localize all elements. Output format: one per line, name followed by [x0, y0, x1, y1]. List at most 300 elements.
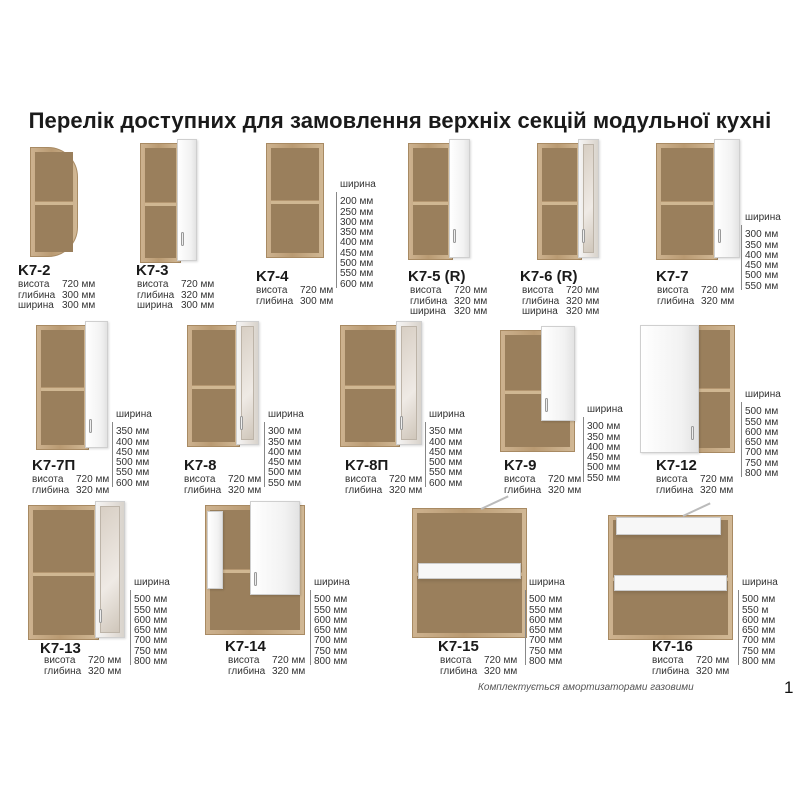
- cabinet-illustration: [36, 325, 106, 450]
- width-option: 500 мм: [340, 258, 374, 270]
- cabinet-code: K7-4: [256, 268, 289, 285]
- cabinet-illustration: [30, 147, 78, 257]
- width-option: 500 мм: [116, 457, 150, 469]
- spec-row: [652, 656, 729, 667]
- width-option: 550 мм: [429, 467, 463, 479]
- width-option: 300 мм: [587, 421, 621, 433]
- cabinet-body: [266, 143, 324, 258]
- cabinet-specs: [440, 656, 517, 677]
- cabinet-specs: [652, 656, 729, 677]
- width-option: 800 мм: [134, 656, 168, 668]
- cabinet-body: [28, 505, 99, 640]
- width-options: [112, 410, 152, 489]
- spec-label: висота: [256, 285, 288, 296]
- spec-value: 720 мм: [454, 285, 488, 296]
- spec-label: глибина: [256, 295, 294, 307]
- spec-row: [657, 297, 734, 308]
- width-option: 400 мм: [745, 249, 779, 261]
- spec-row: [256, 297, 333, 308]
- width-options: [336, 180, 376, 290]
- spec-label: висота: [656, 474, 688, 485]
- door-handle-icon: [453, 229, 456, 243]
- cabinet-code: K7-12: [656, 457, 697, 474]
- width-option: 800 мм: [745, 468, 779, 480]
- cabinet-interior: [661, 148, 713, 255]
- width-option: 400 мм: [116, 436, 150, 448]
- spec-value: 720 мм: [696, 655, 730, 666]
- cabinet-interior: [33, 510, 94, 635]
- spec-row: [137, 280, 214, 291]
- spec-label: ширина: [410, 306, 446, 318]
- width-option: 350 мм: [745, 239, 779, 251]
- cabinet-specs: [137, 280, 214, 312]
- width-option: 450 мм: [116, 446, 150, 458]
- width-option: 500 мм: [429, 457, 463, 469]
- width-option: 550 мм: [134, 604, 168, 616]
- width-option: 300 мм: [745, 229, 779, 241]
- width-option: 400 мм: [268, 446, 302, 458]
- cabinet-specs: [32, 475, 109, 496]
- cabinet-code: K7-6 (R): [520, 268, 578, 285]
- spec-label: висота: [137, 279, 169, 290]
- cabinet-specs: [184, 475, 261, 496]
- lift-up-door: [418, 563, 521, 579]
- width-option: 750 мм: [529, 645, 563, 657]
- spec-row: [440, 656, 517, 667]
- cabinet-specs: [504, 475, 581, 496]
- spec-value: 300 мм: [62, 300, 96, 312]
- cabinet-specs: [228, 656, 305, 677]
- cabinet-code: K7-14: [225, 638, 266, 655]
- cabinet-specs: [657, 286, 734, 307]
- spec-value: 320 мм: [454, 306, 488, 318]
- width-heading: ширина: [268, 409, 304, 420]
- width-options: [741, 390, 781, 479]
- width-option: 500 мм: [745, 270, 779, 282]
- cabinet-interior: [413, 148, 448, 255]
- width-heading: ширина: [340, 179, 376, 190]
- shelf: [542, 201, 577, 205]
- width-option: 450 мм: [340, 247, 374, 259]
- width-heading: ширина: [116, 409, 152, 420]
- cabinet-body: [656, 143, 718, 260]
- cabinet-body: [408, 143, 453, 260]
- width-option: 550 мм: [529, 604, 563, 616]
- spec-value: 320 мм: [548, 484, 582, 496]
- spec-value: 320 мм: [566, 295, 600, 307]
- width-options: [741, 213, 781, 292]
- width-option: 600 мм: [314, 614, 348, 626]
- width-heading: ширина: [587, 404, 623, 415]
- width-option: 450 мм: [268, 457, 302, 469]
- width-option: 600 мм: [340, 278, 374, 290]
- spec-value: 300 мм: [62, 289, 96, 301]
- width-option: 250 мм: [340, 206, 374, 218]
- cabinet-illustration: [656, 143, 738, 260]
- spec-label: висота: [44, 655, 76, 666]
- width-option: 550 мм: [314, 604, 348, 616]
- spec-row: [184, 475, 261, 486]
- spec-row: [504, 475, 581, 486]
- cabinet-door: [85, 321, 109, 448]
- spec-row: [410, 307, 487, 318]
- spec-label: ширина: [18, 300, 54, 312]
- width-options: [310, 578, 350, 667]
- page-title: Перелік доступних для замовлення верхніх секцій модульної кухні: [28, 108, 772, 133]
- width-option: 800 мм: [529, 656, 563, 668]
- spec-value: 320 мм: [272, 665, 306, 677]
- cabinet-interior: [542, 148, 577, 255]
- cabinet-body: [36, 325, 89, 450]
- width-heading: ширина: [745, 212, 781, 223]
- cabinet-door: [95, 501, 125, 638]
- width-option: 600 мм: [745, 426, 779, 438]
- width-option: 700 мм: [529, 635, 563, 647]
- spec-row: [345, 486, 422, 497]
- spec-label: висота: [184, 474, 216, 485]
- cabinet-door: [250, 501, 300, 595]
- spec-label: глибина: [440, 665, 478, 677]
- width-option: 350 мм: [340, 227, 374, 239]
- shelf: [33, 572, 94, 576]
- glass-pane: [241, 326, 255, 440]
- spec-value: 720 мм: [701, 285, 735, 296]
- width-option: 350 мм: [116, 426, 150, 438]
- spec-value: 320 мм: [228, 484, 262, 496]
- width-option: 550 мм: [745, 280, 779, 292]
- shelf: [145, 202, 176, 206]
- width-option: 300 мм: [340, 216, 374, 228]
- width-option: 400 мм: [429, 436, 463, 448]
- door-handle-icon: [400, 416, 403, 430]
- cabinet-specs: [410, 286, 487, 318]
- width-option: 550 мм: [268, 477, 302, 489]
- spec-row: [228, 656, 305, 667]
- cabinet-illustration: [140, 143, 195, 263]
- spec-value: 720 мм: [181, 279, 215, 290]
- width-heading: ширина: [134, 577, 170, 588]
- width-options: [264, 410, 304, 489]
- shelf: [41, 387, 84, 391]
- spec-label: глибина: [504, 484, 542, 496]
- spec-value: 320 мм: [700, 484, 734, 496]
- spec-value: 720 мм: [88, 655, 122, 666]
- spec-label: ширина: [522, 306, 558, 318]
- cabinet-illustration: [205, 505, 305, 635]
- cabinet-specs: [256, 286, 333, 307]
- width-option: 800 мм: [742, 656, 776, 668]
- width-option: 750 мм: [314, 645, 348, 657]
- width-option: 650 мм: [745, 437, 779, 449]
- spec-value: 300 мм: [181, 300, 215, 312]
- spec-label: глибина: [656, 484, 694, 496]
- cabinet-illustration: [408, 143, 468, 260]
- spec-row: [256, 286, 333, 297]
- spec-row: [18, 301, 95, 312]
- spec-label: глибина: [657, 295, 695, 307]
- width-option: 500 мм: [587, 462, 621, 474]
- spec-value: 320 мм: [389, 484, 423, 496]
- spec-label: глибина: [228, 665, 266, 677]
- width-option: 550 мм: [587, 472, 621, 484]
- cabinet-illustration: [537, 143, 597, 260]
- spec-value: 320 мм: [76, 484, 110, 496]
- spec-row: [657, 286, 734, 297]
- cabinet-interior: [192, 330, 235, 442]
- spec-label: висота: [345, 474, 377, 485]
- width-option: 750 мм: [745, 457, 779, 469]
- cabinet-code: K7-15: [438, 638, 479, 655]
- spec-row: [504, 486, 581, 497]
- cabinet-interior: [41, 330, 84, 445]
- cabinet-door: [449, 139, 470, 258]
- width-option: 300 мм: [268, 426, 302, 438]
- cabinet-interior: [271, 148, 319, 253]
- width-options: [583, 405, 623, 484]
- spec-value: 720 мм: [700, 474, 734, 485]
- cabinet-code: K7-8: [184, 457, 217, 474]
- lift-up-door: [616, 517, 721, 535]
- width-options: [738, 578, 778, 667]
- glass-pane: [401, 326, 417, 440]
- spec-row: [184, 486, 261, 497]
- spec-value: 320 мм: [88, 665, 122, 677]
- shelf: [192, 385, 235, 389]
- door-handle-icon: [691, 426, 694, 440]
- width-option: 450 мм: [429, 446, 463, 458]
- spec-row: [652, 667, 729, 678]
- cabinet-door: [578, 139, 599, 258]
- spec-value: 320 мм: [454, 295, 488, 307]
- spec-label: висота: [522, 285, 554, 296]
- spec-row: [44, 667, 121, 678]
- cabinet-code: K7-16: [652, 638, 693, 655]
- spec-value: 720 мм: [300, 285, 334, 296]
- width-option: 650 мм: [529, 625, 563, 637]
- spec-row: [18, 280, 95, 291]
- spec-value: 720 мм: [484, 655, 518, 666]
- spec-value: 320 мм: [181, 289, 215, 301]
- width-option: 350 мм: [268, 436, 302, 448]
- width-option: 700 мм: [314, 635, 348, 647]
- cabinet-specs: [44, 656, 121, 677]
- spec-row: [656, 475, 733, 486]
- spec-row: [32, 486, 109, 497]
- shelf: [271, 200, 319, 204]
- cabinet-interior: [35, 152, 73, 252]
- spec-label: глибина: [410, 295, 448, 307]
- door-handle-icon: [254, 572, 257, 586]
- spec-value: 300 мм: [300, 295, 334, 307]
- spec-row: [440, 667, 517, 678]
- cabinet-illustration: [640, 325, 735, 453]
- width-option: 550 мм: [745, 416, 779, 428]
- spec-label: висота: [440, 655, 472, 666]
- width-option: 750 мм: [134, 645, 168, 657]
- lift-up-door: [614, 575, 727, 591]
- cabinet-illustration: [266, 143, 324, 258]
- glass-pane: [100, 506, 120, 633]
- spec-label: висота: [32, 474, 64, 485]
- cabinet-body: [537, 143, 582, 260]
- cabinet-door: [541, 326, 575, 421]
- spec-value: 720 мм: [228, 474, 262, 485]
- width-option: 600 мм: [134, 614, 168, 626]
- spec-label: висота: [504, 474, 536, 485]
- door-handle-icon: [240, 416, 243, 430]
- width-option: 500 мм: [268, 467, 302, 479]
- spec-row: [522, 307, 599, 318]
- width-option: 600 мм: [742, 614, 776, 626]
- width-option: 750 мм: [742, 645, 776, 657]
- spec-value: 720 мм: [548, 474, 582, 485]
- spec-row: [345, 475, 422, 486]
- width-option: 650 мм: [134, 625, 168, 637]
- shelf: [413, 201, 448, 205]
- width-option: 350 мм: [429, 426, 463, 438]
- cabinet-illustration: [412, 508, 527, 638]
- door-handle-icon: [89, 419, 92, 433]
- door-handle-icon: [99, 609, 102, 623]
- width-heading: ширина: [742, 577, 778, 588]
- width-option: 650 мм: [314, 625, 348, 637]
- cabinet-specs: [18, 280, 95, 312]
- spec-label: глибина: [184, 484, 222, 496]
- width-option: 800 мм: [314, 656, 348, 668]
- cabinet-specs: [522, 286, 599, 318]
- door-handle-icon: [582, 229, 585, 243]
- width-heading: ширина: [314, 577, 350, 588]
- spec-value: 320 мм: [701, 295, 735, 307]
- spec-label: глибина: [652, 665, 690, 677]
- width-option: 600 мм: [529, 614, 563, 626]
- cabinet-body: [30, 147, 78, 257]
- page-number: 1: [784, 678, 794, 697]
- spec-value: 720 мм: [76, 474, 110, 485]
- width-option: 500 мм: [742, 594, 776, 606]
- cabinet-code: K7-5 (R): [408, 268, 466, 285]
- cabinet-specs: [345, 475, 422, 496]
- cabinet-code: K7-7П: [32, 457, 76, 474]
- cabinet-body: [140, 143, 181, 263]
- width-option: 400 мм: [587, 441, 621, 453]
- cabinet-code: K7-7: [656, 268, 689, 285]
- width-option: 550 мм: [116, 467, 150, 479]
- width-option: 700 мм: [134, 635, 168, 647]
- width-option: 400 мм: [340, 237, 374, 249]
- spec-label: ширина: [137, 300, 173, 312]
- cabinet-interior: [345, 330, 395, 442]
- width-option: 450 мм: [745, 260, 779, 272]
- cabinet-body: [340, 325, 400, 447]
- spec-row: [656, 486, 733, 497]
- width-option: 650 мм: [742, 625, 776, 637]
- spec-label: висота: [410, 285, 442, 296]
- cabinet-illustration: [340, 325, 420, 447]
- cabinet-body: [187, 325, 240, 447]
- spec-value: 320 мм: [484, 665, 518, 677]
- width-option: 500 мм: [134, 594, 168, 606]
- cabinet-illustration: [28, 505, 123, 640]
- width-options: [130, 578, 170, 667]
- spec-value: 720 мм: [62, 279, 96, 290]
- cabinet-code: K7-2: [18, 262, 51, 279]
- spec-row: [522, 286, 599, 297]
- spec-label: глибина: [32, 484, 70, 496]
- width-heading: ширина: [529, 577, 565, 588]
- width-heading: ширина: [745, 389, 781, 400]
- width-option: 500 мм: [529, 594, 563, 606]
- spec-row: [32, 475, 109, 486]
- gas-struts-note: Комплектується амортизаторами газовими: [478, 682, 694, 693]
- spec-label: глибина: [522, 295, 560, 307]
- cabinet-illustration: [187, 325, 257, 447]
- cabinet-illustration: [608, 515, 733, 640]
- width-option: 500 мм: [745, 406, 779, 418]
- cabinet-illustration: [500, 330, 575, 452]
- spec-label: глибина: [18, 289, 56, 301]
- shelf: [35, 201, 73, 205]
- shelf: [661, 201, 713, 205]
- cabinet-code: K7-8П: [345, 457, 389, 474]
- width-option: 550 м: [742, 604, 769, 616]
- spec-row: [228, 667, 305, 678]
- cabinet-door: [207, 511, 223, 589]
- spec-label: висота: [18, 279, 50, 290]
- width-option: 700 мм: [742, 635, 776, 647]
- cabinet-specs: [656, 475, 733, 496]
- cabinet-door: [640, 325, 699, 453]
- spec-value: 320 мм: [566, 306, 600, 318]
- width-options: [425, 410, 465, 489]
- spec-label: висота: [228, 655, 260, 666]
- door-handle-icon: [181, 232, 184, 246]
- cabinet-code: K7-9: [504, 457, 537, 474]
- width-option: 550 мм: [340, 268, 374, 280]
- spec-value: 720 мм: [566, 285, 600, 296]
- spec-value: 720 мм: [389, 474, 423, 485]
- width-option: 350 мм: [587, 431, 621, 443]
- spec-label: висота: [652, 655, 684, 666]
- width-option: 600 мм: [429, 477, 463, 489]
- spec-label: глибина: [137, 289, 175, 301]
- spec-row: [410, 286, 487, 297]
- width-heading: ширина: [429, 409, 465, 420]
- door-handle-icon: [718, 229, 721, 243]
- width-option: 600 мм: [116, 477, 150, 489]
- spec-value: 320 мм: [696, 665, 730, 677]
- spec-label: глибина: [44, 665, 82, 677]
- cabinet-code: K7-3: [136, 262, 169, 279]
- cabinet-door: [177, 139, 197, 261]
- spec-row: [137, 301, 214, 312]
- cabinet-interior: [145, 148, 176, 258]
- spec-row: [44, 656, 121, 667]
- cabinet-door: [236, 321, 260, 445]
- spec-label: глибина: [345, 484, 383, 496]
- shelf: [345, 385, 395, 389]
- spec-label: висота: [657, 285, 689, 296]
- width-options: [525, 578, 565, 667]
- width-option: 700 мм: [745, 447, 779, 459]
- cabinet-door: [396, 321, 422, 445]
- cabinet-code: K7-13: [40, 640, 81, 657]
- width-option: 200 мм: [340, 196, 374, 208]
- cabinet-door: [714, 139, 741, 258]
- door-handle-icon: [545, 398, 548, 412]
- width-option: 450 мм: [587, 452, 621, 464]
- width-option: 500 мм: [314, 594, 348, 606]
